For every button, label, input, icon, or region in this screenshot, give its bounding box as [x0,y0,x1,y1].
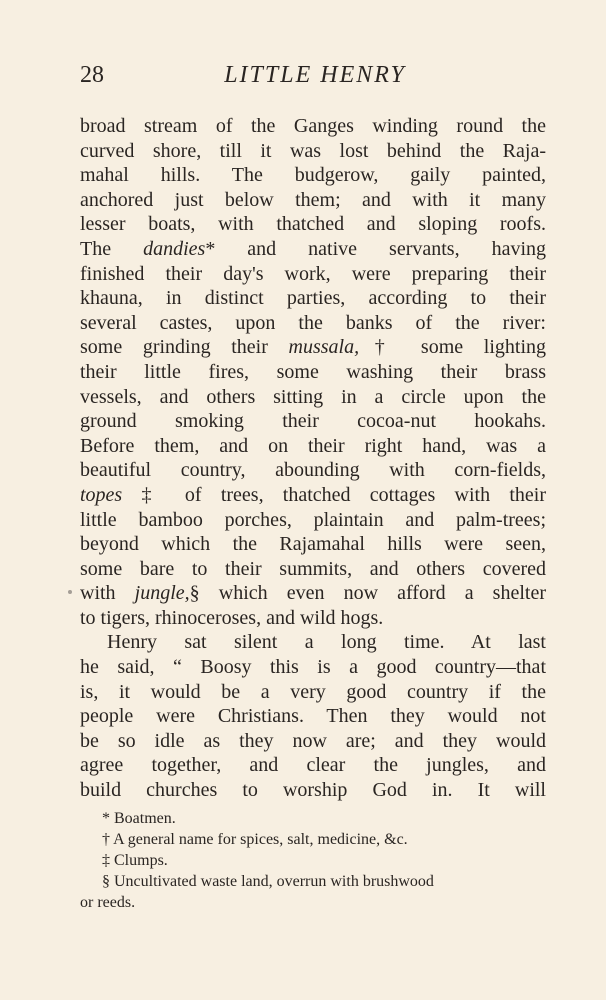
text-line: build churches to worship God in. It will [80,779,546,802]
text-line: beautiful country, abounding with corn-fields, [80,459,546,482]
body-text [80,114,546,803]
page-number: 28 [80,62,104,88]
text-line: beyond which the Rajamahal hills were seen, [80,533,546,556]
text-line: agree together, and clear the jungles, and [80,754,546,777]
text-line: is, it would be a very good country if the [80,680,546,703]
text-line: he said, “ Boosy this is a good country—that [80,656,546,679]
page-header [80,58,550,92]
running-head: LITTLE HENRY [224,62,406,88]
text-line: people were Christians. Then they would not [80,705,546,728]
text-line: broad stream of the Ganges winding round the [80,115,546,137]
text-line: khauna, in distinct parties, according to their [80,287,546,310]
text-line: lesser boats, with thatched and sloping roofs. [80,213,546,236]
text-line: several castes, upon the banks of the river: [80,311,546,334]
text-line: some grinding their mussala,† some lighting [80,336,546,359]
text-line: anchored just below them; and with it many [80,188,546,211]
margin-speck [68,590,72,594]
text-line: mahal hills. The budgerow, gaily painted, [80,164,546,187]
footnote: § Uncultivated waste land, overrun with brushwood [102,873,434,890]
footnote: † A general name for spices, salt, medicine, &c. [102,831,408,848]
text-line: topes ‡ of trees, thatched cottages with their [80,483,546,506]
text-line: ground smoking their cocoa-nut hookahs. [80,410,546,433]
text-line: curved shore, till it was lost behind the Raja- [80,139,546,162]
text-line: their little fires, some washing their brass [80,360,546,383]
text-line: with jungle,§ which even now afford a shelter [80,582,546,605]
text-line: The dandies* and native servants, having [80,237,547,260]
text-line: some bare to their summits, and others covered [80,557,546,580]
text-line: be so idle as they now are; and they would [80,729,546,752]
text-line: to tigers, rhinoceroses, and wild hogs. [80,606,384,629]
footnotes [80,808,546,913]
footnote: ‡ Clumps. [102,852,168,869]
text-line: little bamboo porches, plaintain and palm-trees; [80,508,546,531]
footnote-continuation: or reeds. [80,894,136,911]
text-line: Henry sat silent a long time. At last [107,631,546,654]
text-line: vessels, and others sitting in a circle upon the [80,385,546,408]
footnote: * Boatmen. [102,810,176,827]
text-line: finished their day's work, were preparing their [80,262,546,285]
text-line: Before them, and on their right hand, was a [80,434,546,457]
